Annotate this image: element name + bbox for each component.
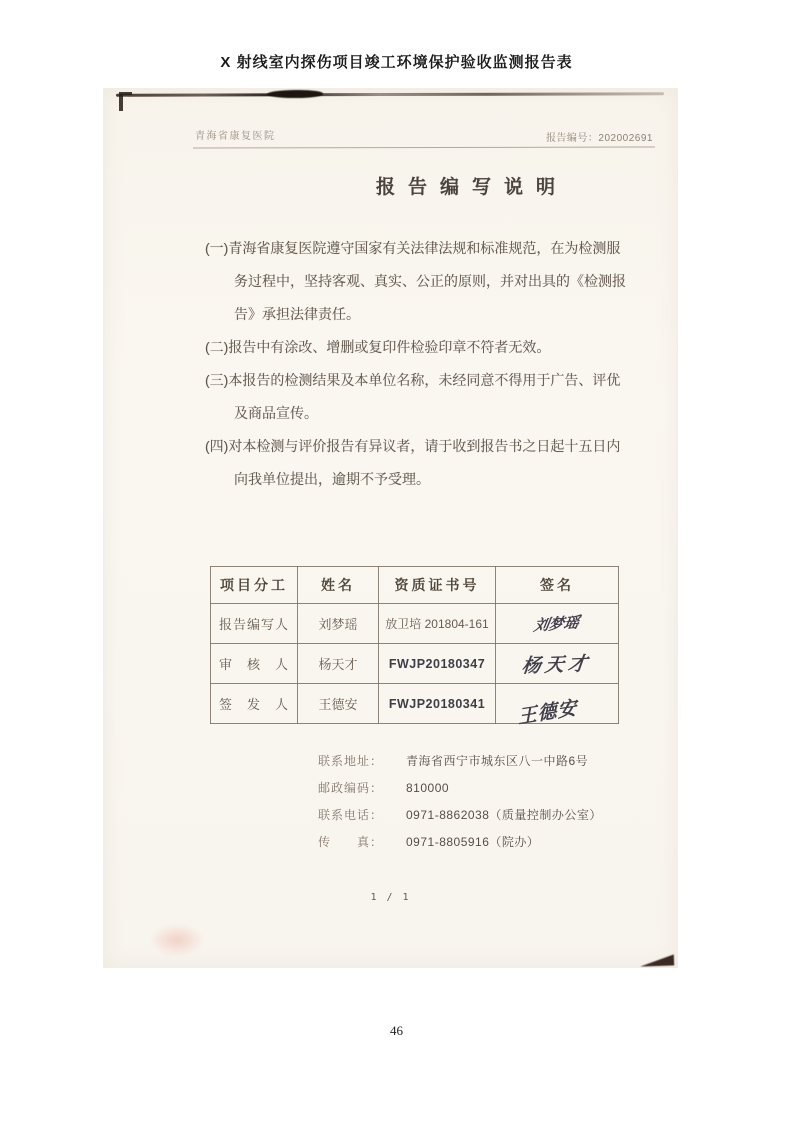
scan-ink-blob-artifact [267, 90, 323, 98]
name-cell: 杨天才 [298, 644, 379, 684]
instruction-paragraph [205, 331, 675, 364]
contact-line [318, 802, 602, 829]
scan-shadow-wedge [640, 954, 674, 966]
table-head [211, 567, 619, 604]
footer-page-number: 46 [390, 1023, 403, 1038]
scan-page-indicator: 1 / 1 [370, 892, 411, 903]
role-cell: 签 发 人 [211, 684, 298, 724]
handwritten-signature: 王德安 [517, 696, 578, 729]
instruction-paragraph [205, 364, 675, 430]
organization-name: 青海省康复医院 [195, 131, 276, 142]
page-title: X 射线室内探伤项目竣工环境保护验收监测报告表 [220, 54, 573, 71]
scan-top-edge-artifact [116, 92, 664, 96]
instruction-line: (四)对本检测与评价报告有异议者，请于收到报告书之日起十五日内 [205, 438, 621, 454]
table-header-cell: 签名 [496, 567, 619, 604]
signature-cell [496, 644, 619, 684]
role-cell: 审 核 人 [211, 644, 298, 684]
instruction-paragraph [205, 430, 675, 496]
instructions [205, 232, 675, 496]
cert-number-cell: FWJP20180347 [379, 644, 496, 684]
report-notes-title: 报告编写说明 [375, 177, 568, 198]
role-cell: 报告编写人 [211, 604, 298, 644]
instruction-line: (三)本报告的检测结果及本单位名称，未经同意不得用于广告、评优 [205, 372, 621, 388]
signature-table [210, 566, 619, 729]
contact-value: 0971-8805916（院办） [406, 835, 540, 849]
contact-label: 联系地址： [318, 754, 384, 768]
table-header-cell: 项目分工 [211, 567, 298, 604]
instruction-paragraph [205, 232, 675, 331]
contact-value: 青海省西宁市城东区八一中路6号 [406, 754, 589, 768]
contact-value: 0971-8862038（质量控制办公室） [406, 808, 602, 822]
handwritten-signature: 杨天才 [521, 652, 593, 678]
contact-label: 传 真： [318, 835, 384, 849]
report-number: 报告编号：202002691 [545, 133, 653, 144]
table-header-row [211, 567, 619, 604]
instruction-line: 告》承担法律责任。 [234, 306, 360, 322]
instruction-line: 向我单位提出，逾期不予受理。 [234, 471, 430, 487]
contact-label: 邮政编码： [318, 781, 384, 795]
table-header-cell: 姓名 [298, 567, 379, 604]
instruction-line: 务过程中，坚持客观、真实、公正的原则，并对出具的《检测报 [234, 273, 626, 289]
contact-label: 联系电话： [318, 808, 384, 822]
instruction-line: 及商品宣传。 [234, 405, 318, 421]
contact-block [318, 748, 602, 856]
contact-line [318, 748, 602, 775]
contact-line [318, 829, 602, 856]
stamp-smudge-artifact [150, 924, 204, 956]
signature-cell [496, 604, 619, 644]
handwritten-signature: 刘梦瑶 [532, 613, 581, 635]
letterhead-rule [193, 147, 655, 149]
instruction-line: (一)青海省康复医院遵守国家有关法律法规和标准规范，在为检测服 [205, 240, 621, 256]
contact-value: 810000 [406, 781, 450, 795]
scan-corner-mark [119, 92, 132, 111]
scanned-report-image [103, 88, 678, 968]
table-body [211, 604, 619, 729]
table-header-cell: 资质证书号 [379, 567, 496, 604]
cert-number-cell: 放卫培 201804-161 [379, 604, 496, 644]
contact-line [318, 775, 602, 802]
signature-cell [496, 684, 619, 729]
table-row [211, 644, 619, 684]
table-row [211, 684, 619, 724]
cert-number-cell: FWJP20180341 [379, 684, 496, 724]
name-cell: 刘梦瑶 [298, 604, 379, 644]
instruction-line: (二)报告中有涂改、增删或复印件检验印章不符者无效。 [205, 339, 551, 355]
table-row [211, 604, 619, 644]
name-cell: 王德安 [298, 684, 379, 724]
